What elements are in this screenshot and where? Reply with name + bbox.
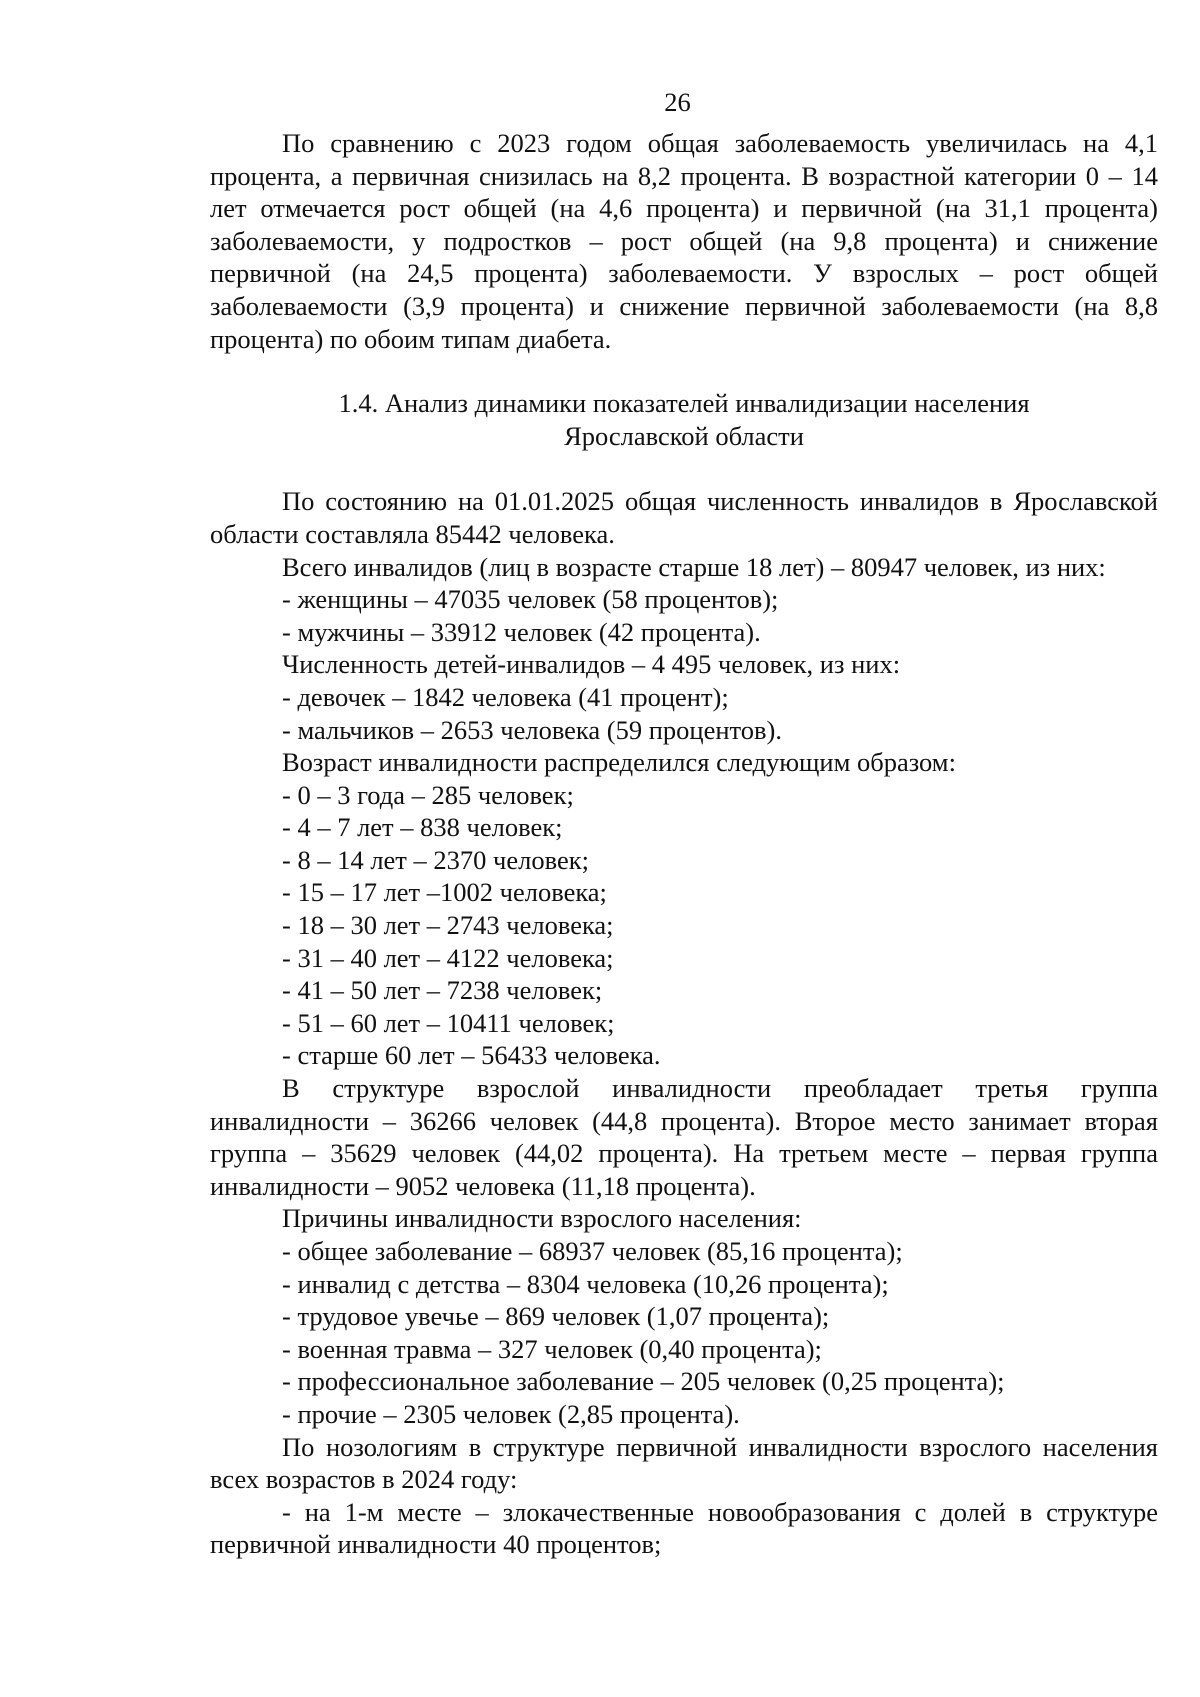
list-item: - старше 60 лет – 56433 человека. — [282, 1040, 661, 1071]
list-item: - прочие – 2305 человек (2,85 процента). — [282, 1398, 740, 1429]
list-item: - девочек – 1842 человека (41 процент); — [282, 681, 729, 712]
list-item: - 41 – 50 лет – 7238 человек; — [282, 975, 603, 1006]
page-content — [210, 127, 1158, 1561]
list-item: - 0 – 3 года – 285 человек; — [282, 779, 574, 810]
intro-paragraph: По сравнению с 2023 годом общая заболеваемость увеличилась на 4,1 процента, а первичная снизилась на 8,2 процента. В возрастной категории 0 – 14 лет отмечается рост общей (на 4,6 процента) и первичной (на 31,1 процента) заболеваемости, у подростков – рост общей (на 9,8 процента) и снижение первичной (на 24,5 процента) заболеваемости. У взрослых – рост общей заболеваемости (3,9 процента) и снижение первичной заболеваемости (на 8,8 процента) по обоим типам диабета. — [210, 128, 1158, 354]
total-disabled-paragraph: По состоянию на 01.01.2025 общая численность инвалидов в Ярославской области составляла 85442 человека. — [210, 486, 1158, 549]
list-item: - 31 – 40 лет – 4122 человека; — [282, 942, 614, 973]
list-item: - общее заболевание – 68937 человек (85,16 процента); — [282, 1236, 903, 1266]
children-intro: Численность детей-инвалидов – 4 495 человек, из них: — [282, 649, 901, 680]
section-heading-line-1: 1.4. Анализ динамики показателей инвалидизации населения — [338, 388, 1030, 419]
list-item: - 15 – 17 лет –1002 человека; — [282, 877, 607, 908]
list-item: - военная травма – 327 человек (0,40 процента); — [282, 1333, 822, 1364]
disability-groups-paragraph: В структуре взрослой инвалидности преобладает третья группа инвалидности – 36266 человек (44,8 процента). Второе место занимает вторая группа – 35629 человек (44,02 процента). На третьем месте – первая группа инвалидности – 9052 человека (11,18 процента). — [210, 1073, 1158, 1201]
list-item: - женщины – 47035 человек (58 процентов); — [282, 584, 779, 615]
list-item: - на 1-м месте – злокачественные новообразования с долей в структуре первичной инвалидности 40 процентов; — [210, 1496, 1158, 1560]
list-item: - профессиональное заболевание – 205 человек (0,25 процента); — [282, 1366, 1005, 1397]
causes-intro: Причины инвалидности взрослого населения: — [282, 1203, 802, 1234]
list-item: - 8 – 14 лет – 2370 человек; — [282, 844, 589, 875]
list-item: - 4 – 7 лет – 838 человек; — [282, 812, 563, 843]
list-item: - 18 – 30 лет – 2743 человека; — [282, 910, 614, 941]
list-item: - 51 – 60 лет – 10411 человек; — [282, 1007, 615, 1038]
age-distribution-intro: Возраст инвалидности распределился следующим образом: — [282, 747, 956, 778]
list-item: - инвалид с детства – 8304 человека (10,26 процента); — [282, 1268, 889, 1299]
section-heading — [210, 387, 1158, 452]
list-item: - трудовое увечье – 869 человек (1,07 процента); — [282, 1301, 830, 1332]
section-heading-line-2: Ярославской области — [564, 420, 804, 451]
page-number: 26 — [664, 87, 691, 117]
nosology-paragraph: По нозологиям в структуре первичной инвалидности взрослого населения всех возрастов в 2024 году: — [210, 1431, 1158, 1495]
adults-intro: Всего инвалидов (лиц в возрасте старше 18 лет) – 80947 человек, из них: — [282, 551, 1106, 582]
list-item: - мужчины – 33912 человек (42 процента). — [282, 616, 761, 647]
list-item: - мальчиков – 2653 человека (59 процентов). — [282, 714, 782, 745]
